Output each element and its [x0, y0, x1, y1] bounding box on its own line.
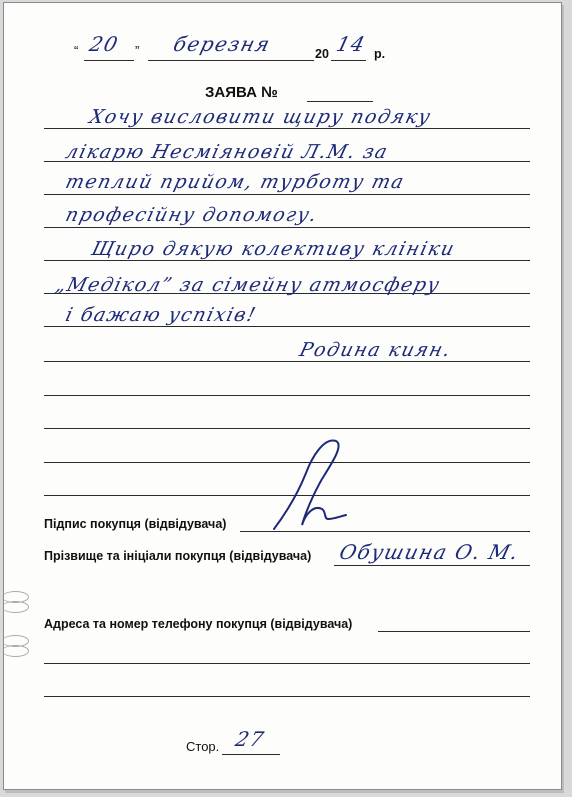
ruled-line	[44, 194, 530, 195]
year-underline	[331, 60, 366, 61]
ruled-line	[44, 395, 530, 396]
address-line	[378, 631, 530, 632]
ruled-line	[44, 227, 530, 228]
date-month: березня	[171, 32, 274, 56]
handwritten-line: Хочу висловити щиру подяку	[87, 106, 434, 128]
handwritten-line: лікарю Несміяновій Л.М. за	[63, 141, 391, 163]
name-label: Прізвище та ініціали покупця (відвідувача)	[44, 549, 312, 563]
address-label: Адреса та номер телефону покупця (відвідувача)	[44, 617, 353, 631]
signature-label: Підпис покупця (відвідувача)	[44, 517, 227, 531]
handwritten-line: і бажаю успіхів!	[63, 304, 259, 326]
ruled-line	[44, 696, 530, 697]
year-prefix: 20	[315, 47, 329, 61]
ruled-line	[44, 260, 530, 261]
page-number-line	[222, 754, 280, 755]
quote-close: ”	[135, 43, 140, 58]
ruled-line	[44, 428, 530, 429]
name-value: Обушина О. М.	[337, 540, 522, 564]
handwritten-line: професійну допомогу.	[63, 204, 321, 226]
handwritten-signoff: Родина киян.	[297, 339, 454, 361]
form-title: ЗАЯВА №	[205, 84, 278, 101]
ruled-line	[44, 326, 530, 327]
quote-open: “	[74, 43, 79, 58]
handwritten-line: „Медікол” за сімейну атмосферу	[53, 274, 443, 296]
ruled-line	[44, 361, 530, 362]
ruled-line	[44, 663, 530, 664]
form-sheet	[3, 2, 562, 790]
month-underline	[148, 60, 314, 61]
page-label: Стор.	[186, 739, 220, 754]
day-underline	[84, 60, 134, 61]
year-suffix: 14	[334, 32, 369, 56]
page-number: 27	[233, 727, 268, 751]
handwritten-line: теплий прийом, турботу та	[63, 171, 408, 193]
handwritten-line: Щиро дякую колективу клініки	[89, 238, 458, 260]
binder-hole	[3, 601, 29, 613]
signature-mark	[266, 433, 366, 533]
name-line	[334, 565, 530, 566]
date-day: 20	[87, 32, 122, 56]
year-unit: р.	[374, 47, 386, 61]
ruled-line	[44, 128, 530, 129]
binder-hole	[3, 645, 29, 657]
title-number-line	[307, 101, 373, 102]
